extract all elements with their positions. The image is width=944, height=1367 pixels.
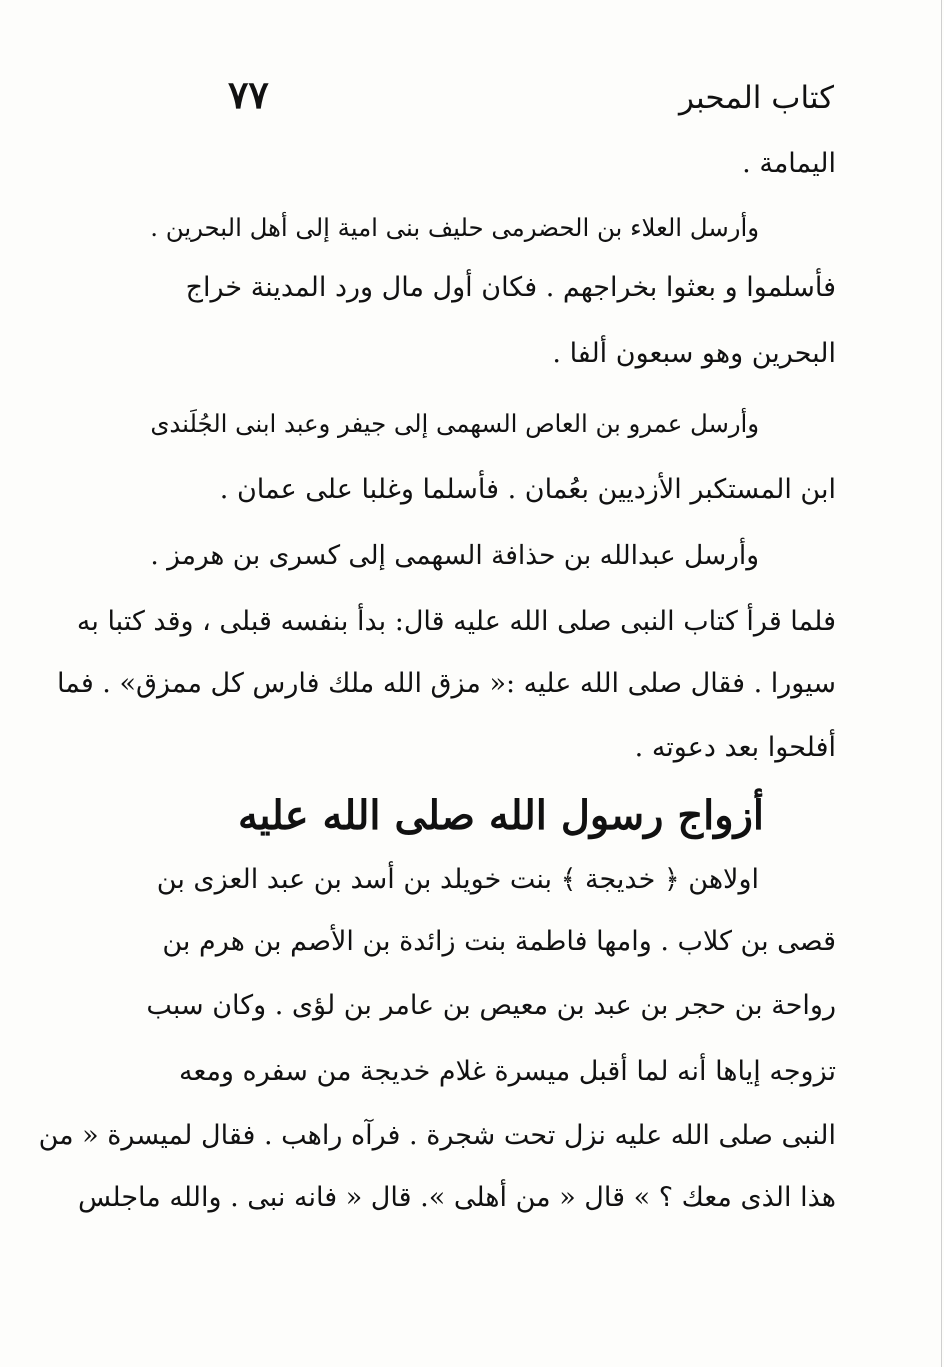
section-heading: أزواج رسول الله صلى الله عليه (237, 792, 764, 839)
text-line: ابن المستكبر الأزديين بعُمان . فأسلما وغلبا على عمان . (219, 474, 836, 505)
text-line: اليمامة . (742, 148, 836, 179)
text-line: وأرسل عمرو بن العاص السهمى إلى جيفر وعبد ابنى الجُلَندى (150, 409, 759, 438)
text-line: البحرين وهو سبعون ألفا . (552, 338, 836, 369)
text-line: رواحة بن حجر بن عبد بن معيص بن عامر بن لؤى . وكان سبب (146, 990, 836, 1021)
text-line: قصى بن كلاب . وامها فاطمة بنت زائدة بن الأصم بن هرم بن (162, 926, 836, 957)
page-number: ٧٧ (228, 72, 269, 117)
text-line: فلما قرأ كتاب النبى صلى الله عليه قال: بدأ بنفسه قبلى ، وقد كتبا به (76, 606, 836, 637)
text-line: تزوجه إياها أنه لما أقبل ميسرة غلام خديجة من سفره ومعه (178, 1056, 836, 1087)
text-line: اولاهن ﴿ خديجة ﴾ بنت خويلد بن أسد بن عبد العزى بن (156, 864, 759, 895)
text-line: وأرسل العلاء بن الحضرمى حليف بنى امية إلى أهل البحرين . (150, 213, 759, 242)
text-line: هذا الذى معك ؟ » قال « من أهلى ». قال « فانه نبى . والله ماجلس (78, 1182, 836, 1213)
running-header-title: كتاب المحبر (678, 80, 834, 116)
text-line: وأرسل عبدالله بن حذافة السهمى إلى كسرى بن هرمز . (150, 540, 759, 571)
text-line: أفلحوا بعد دعوته . (634, 732, 836, 763)
page-edge-divider (941, 0, 942, 1367)
text-line: فأسلموا و بعثوا بخراجهم . فكان أول مال ورد المدينة خراج (185, 272, 836, 303)
text-line: النبى صلى الله عليه نزل تحت شجرة . فرآه راهب . فقال لميسرة « من (38, 1120, 836, 1151)
text-line: سيورا . فقال صلى الله عليه :« مزق الله ملك فارس كل ممزق» . فما (56, 668, 836, 699)
